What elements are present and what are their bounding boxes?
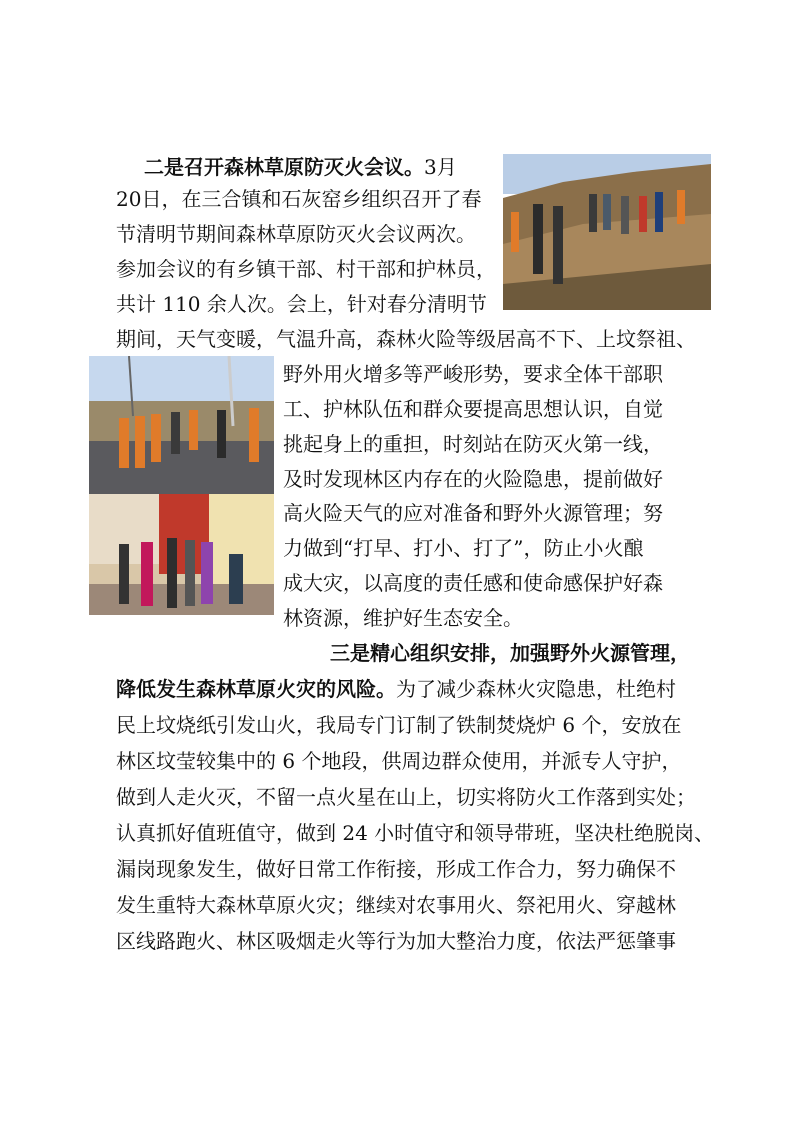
hillside-meeting-photo	[503, 154, 711, 310]
section2-line-6: 期间，天气变暖，气温升高，森林火险等级居高不下、上坟祭祖、	[116, 327, 696, 351]
section2-line-12: 力做到“打早、打小、打了”，防止小火酿	[283, 536, 644, 560]
section2-line-4: 参加会议的有乡镇干部、村干部和护林员，	[116, 257, 496, 281]
section2-line-9: 挑起身上的重担，时刻站在防灭火第一线，	[283, 432, 663, 456]
section2-line-14: 林资源，维护好生态安全。	[283, 606, 523, 630]
section2-line-10: 及时发现林区内存在的火险隐患，提前做好	[283, 467, 663, 491]
section3-line-8: 区线路跑火、林区吸烟走火等行为加大整治力度，依法严惩肇事	[116, 929, 676, 953]
section3-line-2: 民上坟烧纸引发山火，我局专门订制了铁制焚烧炉 6 个，安放在	[116, 713, 682, 737]
section3-line-7: 发生重特大森林草原火灾；继续对农事用火、祭祀用火、穿越林	[116, 893, 676, 917]
section3-line-3: 林区坟莹较集中的 6 个地段，供周边群众使用，并派专人守护，	[116, 749, 682, 773]
section2-line-8: 工、护林队伍和群众要提高思想认识，自觉	[283, 397, 663, 421]
section2-line-11: 高火险天气的应对准备和野外火源管理；努	[283, 501, 663, 525]
section3-line-1: 降低发生森林草原火灾的风险。为了减少森林火灾隐患，杜绝村	[116, 677, 676, 701]
section2-line-3: 节清明节期间森林草原防灭火会议两次。	[116, 222, 476, 246]
section2-line-13: 成大灾，以高度的责任感和使命感保护好森	[283, 571, 663, 595]
section2-line-5: 共计 110 余人次。会上，针对春分清明节	[116, 292, 487, 316]
section2-line-7: 野外用火增多等严峻形势，要求全体干部职	[283, 362, 663, 386]
section3-heading-line-1: 三是精心组织安排，加强野外火源管理，	[330, 641, 690, 665]
village-visit-photo	[89, 494, 274, 615]
section3-line-6: 漏岗现象发生，做好日常工作衔接，形成工作合力，努力确保不	[116, 857, 676, 881]
section3-line-4: 做到人走火灭，不留一点火星在山上，切实将防火工作落到实处；	[116, 785, 696, 809]
section3-line-5: 认真抓好值班值守，做到 24 小时值守和领导带班，坚决杜绝脱岗、	[116, 821, 715, 845]
section2-line-2: 20日，在三合镇和石灰窑乡组织召开了春	[116, 187, 482, 211]
section3-heading: 降低发生森林草原火灾的风险。	[116, 677, 396, 701]
roadside-patrol-photo	[89, 356, 274, 494]
section2-line-1: 二是召开森林草原防灭火会议。3月	[144, 155, 457, 179]
section2-heading: 二是召开森林草原防灭火会议。	[144, 155, 424, 179]
